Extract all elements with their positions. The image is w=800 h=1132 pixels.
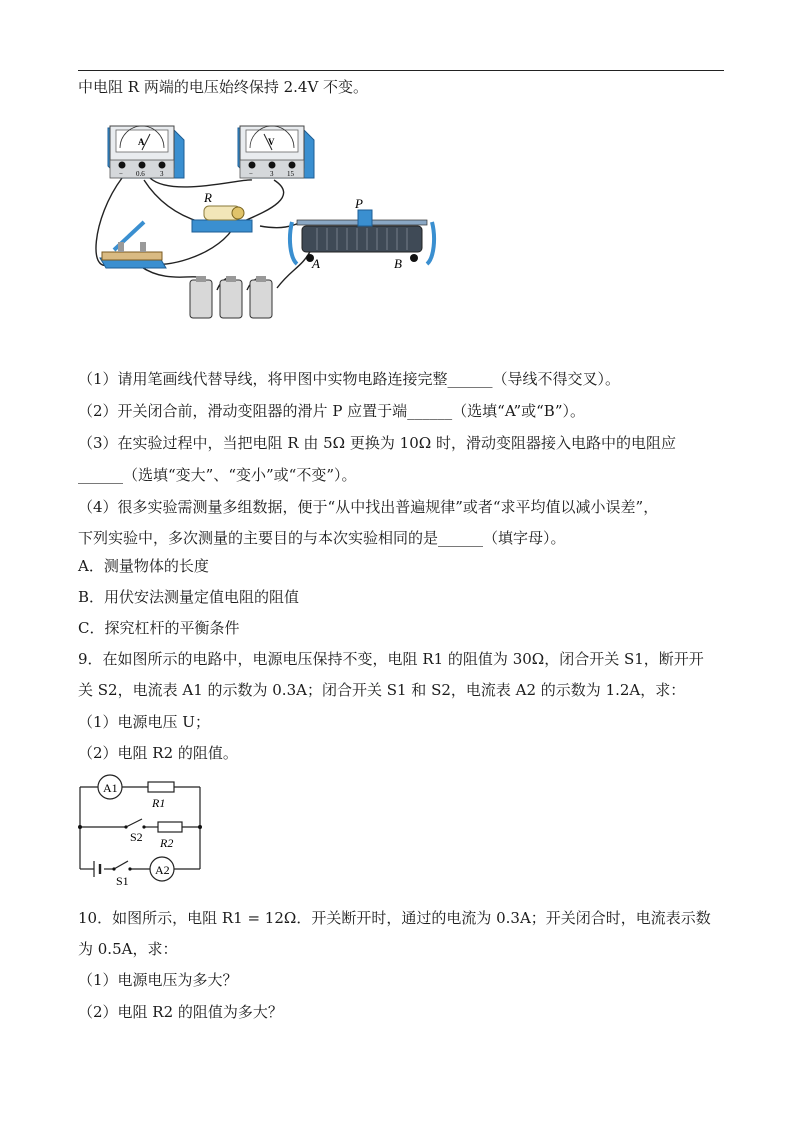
q9-line1: 9．在如图所示的电路中，电源电压保持不变，电阻 R1 的阻值为 30Ω，闭合开关 S1，断开开 — [78, 650, 704, 668]
q8-part3-line1: （3）在实验过程中，当把电阻 R 由 5Ω 更换为 10Ω 时，滑动变阻器接入电路中的电阻应 — [78, 434, 676, 452]
q10-line2: 为 0.5A，求： — [78, 940, 178, 958]
q9-sub2: （2）电阻 R2 的阻值。 — [78, 744, 238, 762]
q8-part4-line1: （4）很多实验需测量多组数据，便于“从中找出普遍规律”或者“求平均值以减小误差”， — [78, 498, 659, 516]
q9-circuit-diagram — [76, 773, 206, 888]
rheostat — [290, 196, 434, 271]
voltmeter-tick-neg: − — [249, 170, 253, 178]
slider-label: P — [355, 196, 363, 211]
q9-sub1: （1）电源电压 U； — [78, 713, 210, 731]
q8-part4-line2: 下列实验中，多次测量的主要目的与本次实验相同的是______（填字母）。 — [78, 529, 566, 547]
resistor-label: R — [204, 190, 212, 205]
q8-option-a: A．测量物体的长度 — [78, 557, 209, 575]
q10-sub2: （2）电阻 R2 的阻值为多大？ — [78, 1003, 283, 1021]
header-rule — [78, 70, 724, 71]
end-b-label: B — [394, 256, 402, 271]
q10-line1: 10．如图所示，电阻 R1 = 12Ω．开关断开时，通过的电流为 0.3A；开关闭合时，电流表示数 — [78, 909, 711, 927]
q10-sub1: （1）电源电压为多大？ — [78, 971, 238, 989]
fixed-resistor — [192, 190, 252, 232]
end-a-label: A — [312, 256, 320, 271]
q8-part1: （1）请用笔画线代替导线，将甲图中实物电路连接完整______（导线不得交叉）。 — [78, 370, 621, 388]
q8-part3-line2: ______（选填“变大”、“变小”或“不变”）。 — [78, 466, 357, 484]
header-text: 中电阻 R 两端的电压始终保持 2.4V 不变。 — [78, 78, 369, 96]
q9-a2-label: A2 — [155, 863, 170, 877]
voltmeter-label: V — [268, 137, 275, 147]
ammeter-tick-0.6: 0.6 — [136, 170, 145, 178]
q9-s2-label: S2 — [130, 830, 143, 844]
q9-a1-label: A1 — [103, 781, 118, 795]
q9-line2: 关 S2，电流表 A1 的示数为 0.3A；闭合开关 S1 和 S2，电流表 A2 的示数为 1.2A，求： — [78, 681, 686, 699]
q9-s1-label: S1 — [116, 874, 129, 888]
q9-r2-label: R2 — [160, 836, 174, 850]
q8-option-c: C．探究杠杆的平衡条件 — [78, 619, 240, 637]
voltmeter — [238, 126, 314, 178]
voltmeter-tick-15: 15 — [287, 170, 294, 178]
q8-option-b: B．用伏安法测量定值电阻的阻值 — [78, 588, 300, 606]
voltmeter-tick-3: 3 — [270, 170, 274, 178]
switch — [100, 222, 166, 268]
batteries — [190, 276, 272, 318]
ammeter-tick-3: 3 — [160, 170, 164, 178]
q9-r1-label: R1 — [152, 796, 166, 810]
q8-part2: （2）开关闭合前，滑动变阻器的滑片 P 应置于端______（选填“A”或“B”）。 — [78, 402, 585, 420]
ammeter-label: A — [138, 137, 145, 147]
apparatus-figure — [92, 118, 452, 338]
ammeter — [108, 126, 184, 178]
ammeter-tick-neg: − — [119, 170, 123, 178]
